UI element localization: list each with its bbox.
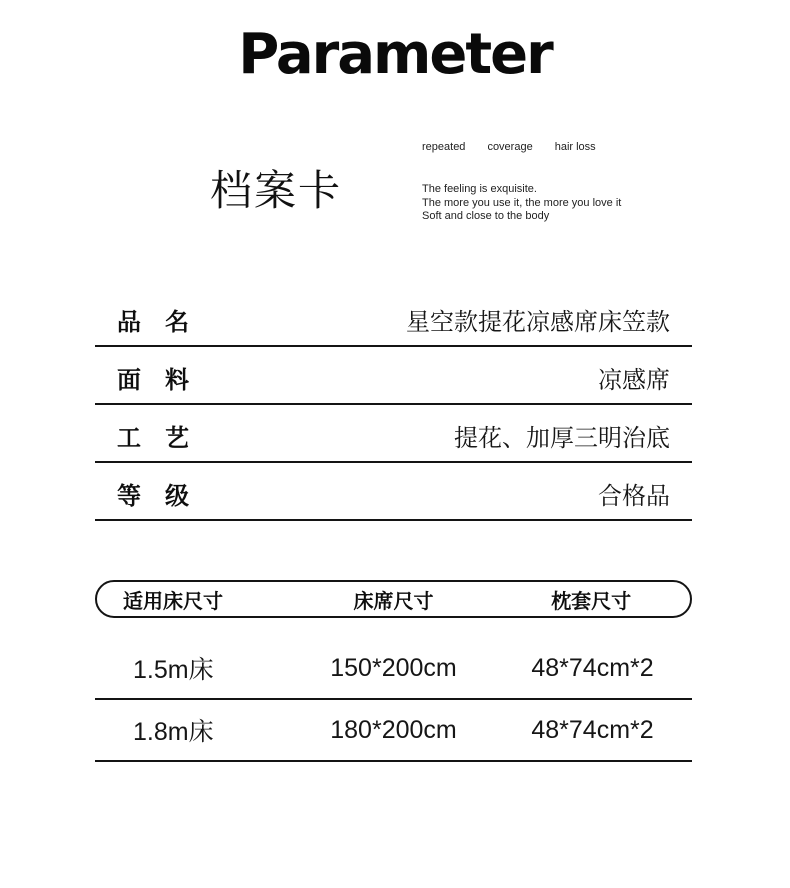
spec-row-grade [95, 463, 692, 521]
spec-value: 提花、加厚三明治底 [454, 425, 670, 452]
card-label: 档案卡 [210, 167, 343, 214]
feature-tags [422, 141, 596, 153]
feature-tag-hair-loss: hair loss [554, 141, 596, 153]
spec-row-fabric [95, 347, 692, 405]
spec-label: 面 料 [117, 367, 189, 394]
size-header-bed: 适用床尺寸 [123, 590, 223, 613]
feature-tag-coverage: coverage [487, 141, 533, 153]
feature-tag-repeated: repeated [422, 141, 466, 153]
size-cell-pillowcase: 48*74cm*2 [531, 653, 654, 682]
spec-label: 工 艺 [117, 425, 189, 452]
size-header-mat: 床席尺寸 [353, 590, 434, 613]
spec-label: 等 级 [117, 483, 189, 510]
tagline-line-1: The feeling is exquisite. [422, 183, 537, 195]
size-row-1-8m [95, 700, 692, 762]
spec-value: 凉感席 [598, 367, 670, 394]
spec-label: 品 名 [117, 309, 189, 336]
tagline-line-3: Soft and close to the body [422, 210, 550, 222]
size-row-1-5m [95, 638, 692, 700]
tagline-line-2: The more you use it, the more you love it [422, 196, 622, 209]
size-cell-mat: 150*200cm [330, 653, 457, 682]
spec-row-craft [95, 405, 692, 463]
spec-row-product-name [95, 289, 692, 347]
size-table-header [95, 580, 692, 618]
size-cell-pillowcase: 48*74cm*2 [531, 715, 654, 744]
spec-value: 合格品 [598, 483, 670, 510]
size-cell-mat: 180*200cm [330, 715, 457, 744]
size-cell-bed: 1.5m床 [133, 656, 214, 684]
size-cell-bed: 1.8m床 [133, 718, 214, 746]
spec-value: 星空款提花凉感席床笠款 [406, 309, 670, 336]
spec-table [95, 289, 692, 521]
size-table [95, 580, 692, 762]
tagline [422, 183, 621, 224]
size-header-pillowcase: 枕套尺寸 [551, 590, 632, 613]
page-title: Parameter [238, 22, 552, 87]
